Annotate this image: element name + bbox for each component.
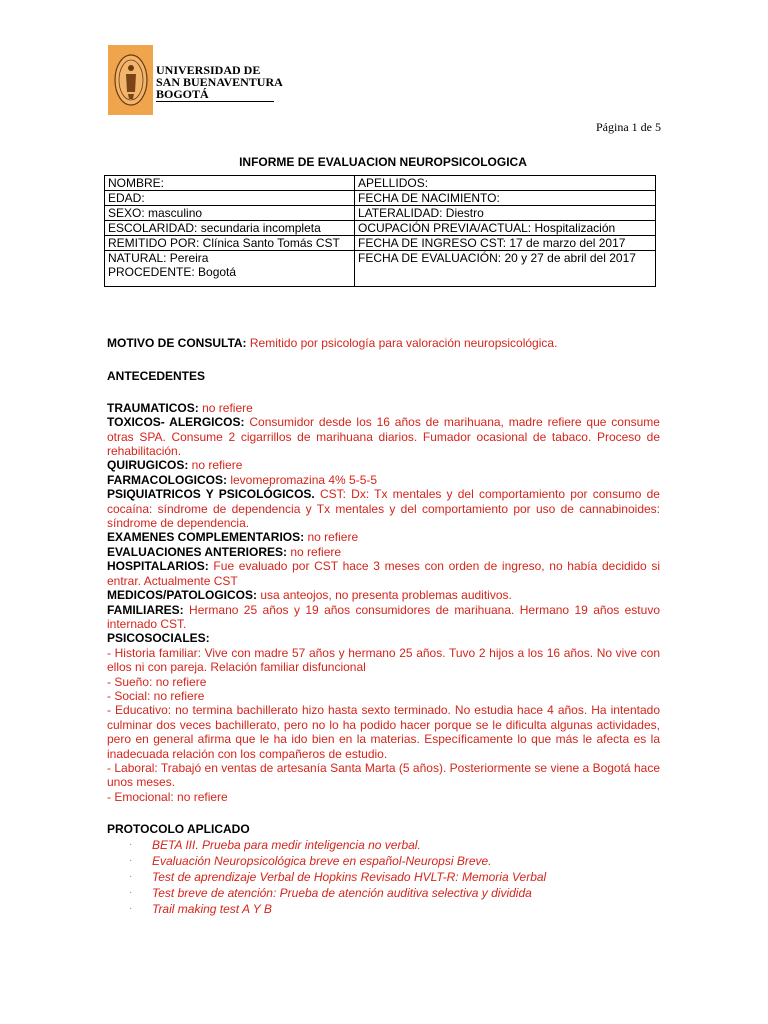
bullet-icon: · [129, 838, 133, 850]
antecedentes-list [107, 401, 660, 632]
table-cell: EDAD: [105, 191, 355, 206]
motivo-label: MOTIVO DE CONSULTA: [107, 336, 247, 350]
protocolo-text: Trail making test A Y B [152, 901, 272, 916]
antecedente-text: no refiere [198, 400, 253, 415]
university-line-2: SAN BUENAVENTURA [156, 75, 283, 89]
antecedente-label: FARMACOLOGICOS: [107, 472, 227, 487]
antecedente-label: QUIRUGICOS: [107, 458, 189, 473]
antecedente-text: Hermano 25 años y 19 años consumidores de marihuana. Hermano 19 años estuvo internado CST. [107, 602, 660, 631]
protocolo-text: Test de aprendizaje Verbal de Hopkins Revisado HVLT-R: Memoria Verbal [152, 869, 547, 884]
table-cell: FECHA DE NACIMIENTO: [355, 191, 656, 206]
motivo-consulta [107, 336, 660, 350]
page-number: Página 1 de 5 [596, 120, 661, 134]
table-row [105, 191, 656, 206]
protocolo-item [107, 869, 660, 885]
antecedente-text: CST: Dx: Tx mentales y del comportamiento por consumo de cocaína: síndrome de dependencia y Tx mentales y del comportamiento por uso de cannabinoides: síndrome de dependencia. [107, 487, 660, 531]
table-row [105, 236, 656, 251]
antecedente-item [107, 473, 660, 487]
psicosocial-item: - Historia familiar: Vive con madre 57 años y hermano 25 años. Tuvo 2 hijos a los 16 años. No vive con ellos ni con pareja. Relación familiar disfuncional [107, 645, 660, 675]
motivo-text: Remitido por psicología para valoración neuropsicológica. [249, 336, 558, 350]
table-cell: OCUPACIÓN PREVIA/ACTUAL: Hospitalización [355, 221, 656, 236]
antecedente-item [107, 588, 660, 602]
psicosocial-item: - Emocional: no refiere [107, 789, 228, 804]
table-cell: REMITIDO POR: Clínica Santo Tomás CST [105, 236, 355, 251]
table-cell: ESCOLARIDAD: secundaria incompleta [105, 221, 355, 236]
psicosocial-item: - Educativo: no termina bachillerato hizo hasta sexto terminado. No estudia hace 4 años. Ha intentado culminar dos veces bachillerato, pero no lo ha podido hacer porque se le dificulta algunas actividades, pero en general afirma que le ha ido bien en la materias. Específicamente lo que más le afecta es la inadecuada relación con los compañeros de estudio. [107, 703, 660, 761]
header-divider [156, 101, 274, 102]
seal-icon [113, 52, 149, 108]
antecedente-label: FAMILIARES: [107, 602, 184, 617]
antecedente-item [107, 487, 660, 530]
table-cell: FECHA DE EVALUACIÓN: 20 y 27 de abril del 2017 [355, 251, 656, 287]
protocolo-item [107, 901, 660, 917]
table-cell: APELLIDOS: [355, 176, 656, 191]
antecedente-item [107, 415, 660, 458]
protocolo-item [107, 885, 660, 901]
antecedente-item [107, 559, 660, 588]
antecedente-text: no refiere [304, 530, 359, 545]
bullet-icon: · [129, 902, 133, 914]
bullet-icon: · [129, 854, 133, 866]
university-logo [108, 45, 153, 115]
patient-info-table [104, 175, 656, 287]
psicosociales-list [107, 646, 660, 804]
table-row [105, 251, 656, 287]
table-cell: NOMBRE: [105, 176, 355, 191]
protocolo-heading: PROTOCOLO APLICADO [107, 822, 250, 837]
antecedente-label: MEDICOS/PATOLOGICOS: [107, 588, 258, 603]
protocolo-text: Evaluación Neuropsicológica breve en español-Neuropsi Breve. [152, 853, 492, 868]
antecedente-label: TRAUMATICOS: [107, 400, 199, 415]
antecedente-item [107, 458, 660, 472]
table-row [105, 221, 656, 236]
protocolo-text: Test breve de atención: Prueba de atención auditiva selectiva y dividida [152, 885, 532, 900]
protocolo-item [107, 837, 660, 853]
antecedente-label: EVALUACIONES ANTERIORES: [107, 544, 288, 559]
table-cell: SEXO: masculino [105, 206, 355, 221]
table-cell: FECHA DE INGRESO CST: 17 de marzo del 2017 [355, 236, 656, 251]
antecedente-label: HOSPITALARIOS: [107, 559, 209, 574]
psicosociales-label: PSICOSOCIALES: [107, 631, 210, 646]
antecedente-text: Fue evaluado por CST hace 3 meses con orden de ingreso, no había decidido si entrar. Actualmente CST [107, 559, 660, 588]
natural-text: NATURAL: Pereira [108, 251, 209, 265]
table-row [105, 176, 656, 191]
table-cell: LATERALIDAD: Diestro [355, 206, 656, 221]
bullet-icon: · [129, 870, 133, 882]
table-row [105, 206, 656, 221]
antecedente-text: no refiere [188, 458, 243, 473]
protocolo-list [107, 837, 660, 917]
bullet-icon: · [129, 886, 133, 898]
university-line-1: UNIVERSIDAD DE [156, 63, 261, 77]
antecedente-label: EXAMENES COMPLEMENTARIOS: [107, 530, 305, 545]
procedente-text: PROCEDENTE: Bogotá [108, 265, 237, 279]
document-title: INFORME DE EVALUACION NEUROPSICOLOGICA [239, 155, 527, 169]
university-line-3: BOGOTÁ [156, 87, 209, 101]
psicosocial-item: - Social: no refiere [107, 688, 205, 703]
antecedente-item [107, 545, 660, 559]
antecedente-text: levomepromazina 4% 5-5-5 [227, 472, 378, 487]
antecedente-text: usa anteojos, no presenta problemas auditivos. [257, 588, 512, 603]
psicosocial-item: - Laboral: Trabajó en ventas de artesanía Santa Marta (5 años). Posteriormente se viene a Bogotá hace unos meses. [107, 760, 660, 790]
antecedente-item [107, 530, 660, 544]
university-name [156, 64, 283, 100]
antecedente-text: Consumidor desde los 16 años de marihuana, madre refiere que consume otras SPA. Consume 2 cigarrillos de marihuana diarios. Fumador ocasional de tabaco. Proceso de rehabilitación. [107, 415, 660, 459]
report-body [107, 336, 660, 917]
antecedente-item [107, 603, 660, 632]
antecedente-label: TOXICOS- ALERGICOS: [107, 415, 245, 430]
protocolo-item [107, 853, 660, 869]
protocolo-text: BETA III. Prueba para medir inteligencia no verbal. [152, 837, 421, 852]
antecedente-label: PSIQUIATRICOS Y PSICOLÓGICOS. [107, 487, 315, 502]
psicosocial-item: - Sueño: no refiere [107, 674, 207, 689]
table-cell [105, 251, 355, 287]
antecedente-text: no refiere [287, 544, 342, 559]
antecedente-item [107, 401, 660, 415]
antecedentes-heading: ANTECEDENTES [107, 369, 206, 384]
